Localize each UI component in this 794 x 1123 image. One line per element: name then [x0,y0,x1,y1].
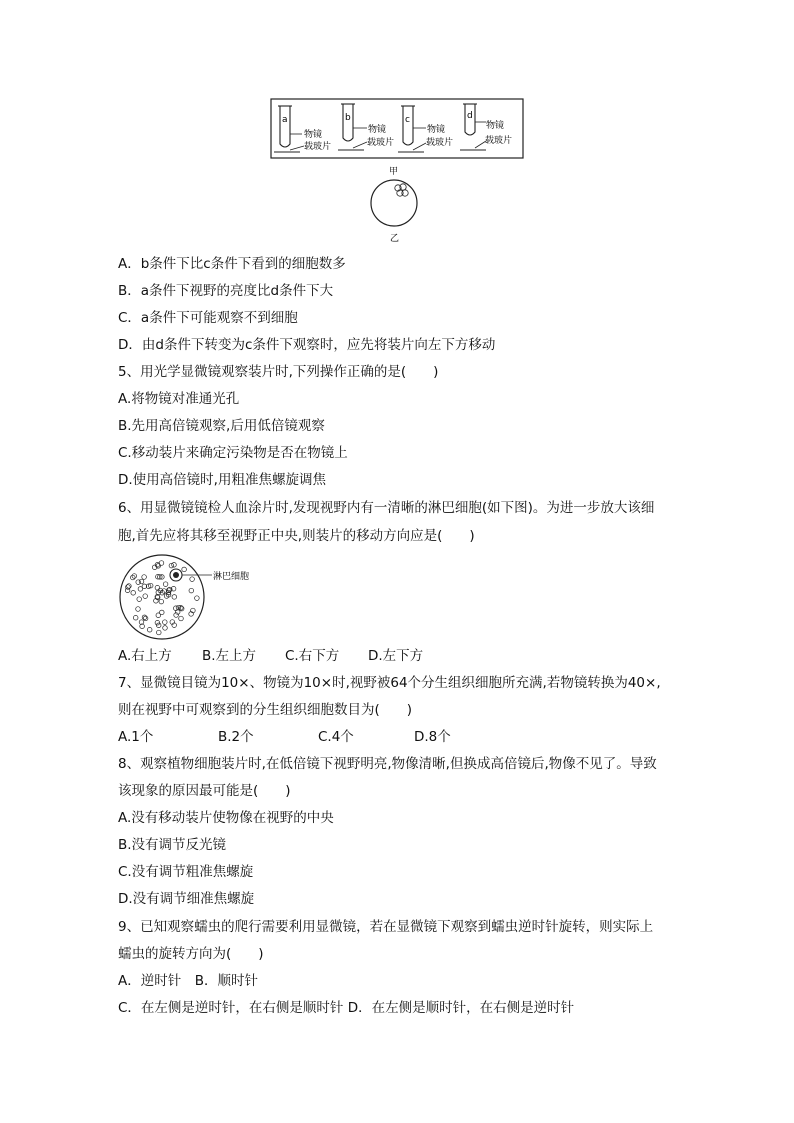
red-blood-cell [179,616,184,621]
tube-b-slide-label: 载玻片 [367,138,395,148]
red-blood-cell [142,575,147,580]
red-blood-cell [163,582,168,587]
q5-option-c: C.移动装片来确定污染物是否在物镜上 [118,445,348,461]
q8-option-c: C.没有调节粗准焦螺旋 [118,864,254,880]
q6-option-a: A.右上方 [118,648,172,664]
tube-b [338,104,394,150]
q9-options-line1: A．逆时针 B．顺时针 [118,973,258,989]
tube-d-objective-label: 物镜 [486,121,505,131]
red-blood-cell [137,597,142,602]
q8-stem-line2: 该现象的原因最可能是( ) [118,783,291,799]
tube-d-letter: d [467,111,473,121]
q8-option-b: B.没有调节反光镜 [118,837,227,853]
q7-option-a: A.1个 [118,729,154,745]
tube-c-objective-label: 物镜 [427,125,446,135]
q9-stem-line2: 蠕虫的旋转方向为( ) [118,946,264,962]
red-blood-cell [160,610,165,615]
objective-setup-figure [270,98,524,160]
q8-stem-line1: 8、观察植物细胞装片时,在低倍镜下视野明亮,物像清晰,但换成高倍镜后,物像不见了。导致 [118,756,657,772]
q4-option-b: B．a条件下视野的亮度比d条件下大 [118,283,334,299]
red-blood-cell [142,615,147,620]
q6-option-c: C.右下方 [285,648,340,664]
blood-smear-figure [118,553,278,643]
q6-option-b: B.左上方 [202,648,257,664]
q4-option-d: D．由d条件下转变为c条件下观察时，应先将装片向左下方移动 [118,337,496,353]
q7-options [118,728,451,746]
red-blood-cell [159,599,164,604]
q5-option-a: A.将物镜对准通光孔 [118,391,240,407]
tube-c-letter: c [405,115,410,125]
tube-b-objective-label: 物镜 [368,125,387,135]
q7-option-b: B.2个 [218,729,254,745]
red-blood-cell [143,616,148,621]
red-blood-cell [131,591,136,596]
tube-b-letter: b [345,113,351,123]
red-blood-cell [195,596,200,601]
red-blood-cell [136,580,141,585]
q5-stem: 5、用光学显微镜观察装片时,下列操作正确的是( ) [118,364,439,380]
red-blood-cell [157,630,162,635]
red-blood-cell [172,595,177,600]
q8-option-d: D.没有调节细准焦螺旋 [118,891,255,907]
q7-stem-line1: 7、显微镜目镜为10×、物镜为10×时,视野被64个分生组织细胞所充满,若物镜转换为40×, [118,675,661,691]
tube-a-letter: a [282,115,288,125]
tube-a [274,106,331,152]
tube-c [398,106,453,152]
tube-a-objective-label: 物镜 [304,130,323,140]
red-blood-cell [190,577,195,582]
red-blood-cells [125,561,199,635]
red-blood-cell [182,567,187,572]
q7-option-d: D.8个 [414,729,451,745]
red-blood-cell [163,620,168,625]
q9-options-line2: C．在左侧是逆时针，在右侧是顺时针 D．在左侧是顺时针，在右侧是逆时针 [118,1000,575,1016]
tube-c-slide-label: 载玻片 [426,138,454,148]
q4-option-c: C．a条件下可能观察不到细胞 [118,310,298,326]
red-blood-cell [127,584,132,589]
red-blood-cell [169,563,174,568]
q8-option-a: A.没有移动装片使物像在视野的中央 [118,810,334,826]
label-jia: 甲 [389,167,399,177]
q9-stem-line1: 9、已知观察蠕虫的爬行需要利用显微镜，若在显微镜下观察到蠕虫逆时针旋转，则实际上 [118,919,654,935]
tube-a-slide-label: 载玻片 [304,142,332,152]
q4-option-a: A．b条件下比c条件下看到的细胞数多 [118,256,346,272]
field-of-view-figure [360,163,430,245]
red-blood-cell [163,626,168,631]
red-blood-cell [126,585,131,590]
q6-option-d: D.左下方 [368,648,424,664]
red-blood-cell [147,627,152,632]
red-blood-cell [143,594,148,599]
red-blood-cell [189,588,194,593]
label-yi: 乙 [390,234,400,244]
q6-stem-line1: 6、用显微镜镜检人血涂片时,发现视野内有一清晰的淋巴细胞(如下图)。为进一步放大该细 [118,500,655,516]
lymphocyte-label: 淋巴细胞 [213,572,250,582]
q7-stem-line2: 则在视野中可观察到的分生组织细胞数目为( ) [118,702,413,718]
q5-option-d: D.使用高倍镜时,用粗准焦螺旋调焦 [118,472,326,488]
q7-option-c: C.4个 [318,729,354,745]
q5-option-b: B.先用高倍镜观察,后用低倍镜观察 [118,418,325,434]
tube-d [460,104,512,150]
red-blood-cell [155,585,160,590]
red-blood-cell [136,607,141,612]
tube-d-slide-label: 载玻片 [485,136,513,146]
q6-options [118,647,423,665]
q6-stem-line2: 胞,首先应将其移至视野正中央,则装片的移动方向应是( ) [118,528,475,544]
red-blood-cell [133,615,138,620]
